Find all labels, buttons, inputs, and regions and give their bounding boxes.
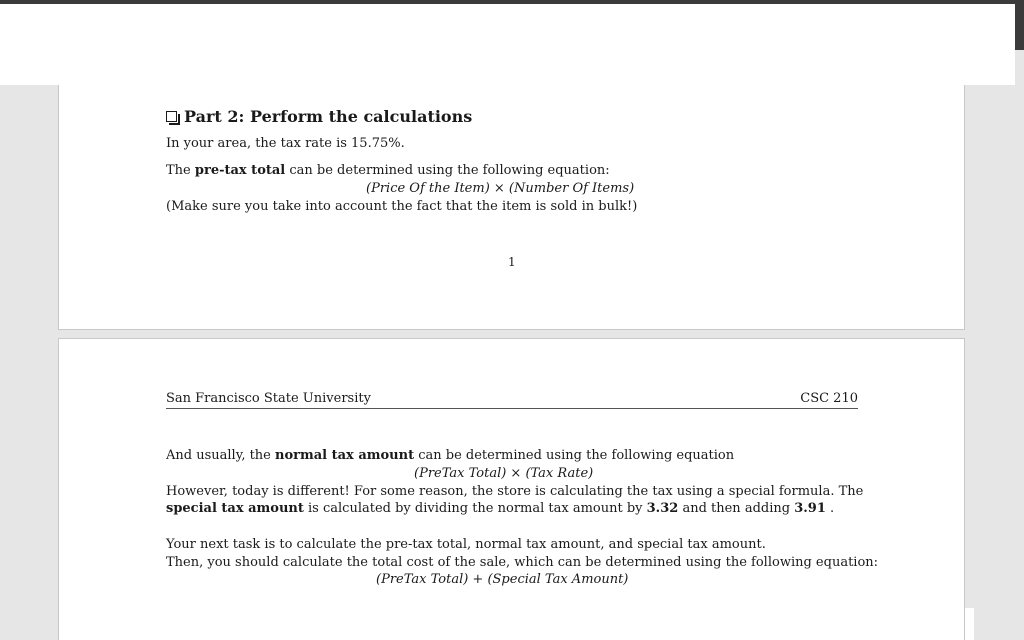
total-equation: (PreTax Total) + (Special Tax Amount) [376,572,629,587]
special-tax-mid2: and then adding [678,501,795,516]
special-addend: 3.91 [794,501,826,516]
pdf-page-1 [58,85,965,330]
pretax-equation: (Price Of the Item) × (Number Of Items) [366,181,635,196]
scrollbar-strip [1015,4,1024,50]
section-heading [166,107,472,126]
section-heading-text: Part 2: Perform the calculations [184,107,473,126]
checkbox-icon [166,111,177,122]
running-header [166,391,858,409]
special-tax-end: . [825,501,835,516]
tax-rate-line: In your area, the tax rate is 15.75%. [166,136,405,151]
pdf-page-2 [58,338,965,640]
pretax-line [166,162,610,179]
normal-tax-start: And usually, the [166,448,276,463]
special-tax-bold: special tax amount [166,501,304,516]
then-line: Then, you should calculate the total cost of the sale, which can be determined using the following equation: [166,555,879,570]
special-tax-line [166,500,834,517]
normal-tax-line [166,447,734,464]
normal-tax-equation: (PreTax Total) × (Tax Rate) [414,466,594,481]
header-course: CSC 210 [800,391,858,406]
page-number: 1 [508,255,516,269]
normal-tax-bold: normal tax amount [275,448,415,463]
pretax-line-start: The [166,163,195,178]
pretax-bold: pre-tax total [194,163,286,178]
toolbar-area [0,4,1015,85]
header-university: San Francisco State University [166,391,371,406]
pretax-line-end: can be determined using the following equation: [285,163,610,178]
special-divisor: 3.32 [646,501,679,516]
bulk-note: (Make sure you take into account the fact that the item is sold in bulk!) [166,199,638,214]
bottom-gap [965,608,974,640]
next-task-line: Your next task is to calculate the pre-tax total, normal tax amount, and special tax amount. [166,537,766,552]
special-tax-mid1: is calculated by dividing the normal tax amount by [303,501,647,516]
normal-tax-end: can be determined using the following equation [414,448,735,463]
however-line: However, today is different! For some reason, the store is calculating the tax using a special formula. The [166,484,864,499]
